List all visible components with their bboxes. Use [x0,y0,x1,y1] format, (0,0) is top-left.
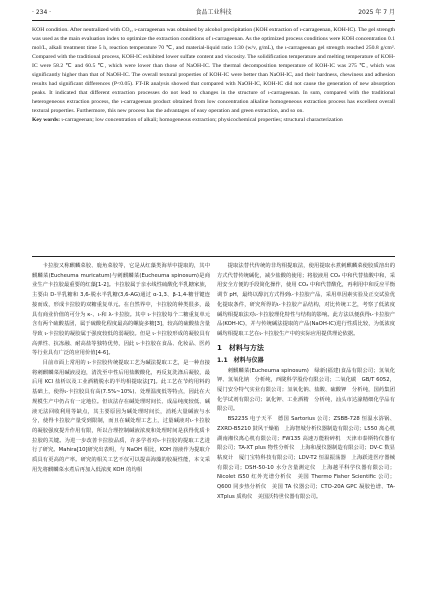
english-abstract [32,26,395,126]
keywords-line [32,116,395,125]
intro-paragraph-2: 目前市面上常用的 ι-卡拉胶传统提取工艺为碱法提取工艺，是一种直接将刺麒麟菜用碱液浸泡，清洗至中性后用盐酸酸化，再反复洗涤后凝胶，最后用 KCl 盐析以及工业酒精脱水的半均相提取法[7]。此工艺在节约用料的基础上，使得ι-卡拉胶具有高(7.5%~10%)、处理温度低等特点，因此在大规模生产中仍占有一定地位。但该法存在碱处理时间长、成品纯度较低、碱液无法回收利用等缺点，其主要原因为碱处理时间长，消耗大量碱液与水分，使得卡拉胶产量受到限制，而且在碱处理工艺上，过量碱液对ι-卡拉胶的凝胶强度提升作用有限，所以合理控制碱液浓度和处理时间是获得优质卡拉胶的关键。为进一步改善卡拉胶品质，许多学者对ι-卡拉胶的提取工艺进行了研究。Mahira[10]研究出表明，与 NaOH 相比，KOH 溶液作为提取介质具有更高的产率。研究的相关工艺不仅可以提高海藻的胶凝性能，本文采用先将麒麟菜水煮后再加入低浓度 KOH 的均相 [32,360,210,473]
section-heading: 1 材料与方法 [217,343,264,352]
page-header [32,8,395,21]
keywords-label: Key words: [32,117,60,124]
section-divider [32,256,395,257]
intro-paragraph-3: 提取法替代传统的非均相提取法，使用提取水煮刺麒麟菜使胶质溶出的方式代替传统碱化，减少盐酸的使用；将胶液用 CO₂ 中和代替盐酸中和，采用安全方便的手段简化操作，使用 CO₂ 中和代替酸化，再利用中和反应平衡调节 pH，最终以醇沉方式得到ι-卡拉胶产品，采用单因素实验及正交试验优化提取条件，研究所得的ι-卡拉胶产品结构，对比传统工艺，考察了低浓度碱均相提取法对ι-卡拉胶理化特性与结构的影响。此方法以便获得ι-卡拉胶产品(KOH-IC)，并与传统碱法提取的产品(NaOH-IC)进行性质比较，为低浓度碱均相提取工艺在ι-卡拉胶生产中的实际应用提供理论依据。 [217,263,395,337]
subsection-heading: 1.1 材料与仪器 [217,356,264,364]
materials-paragraph: 刺麒麟菜(Eucheuma spinosum) 绿新(福建)食品有限公司；氢氧化钾、氢氧化钠 分析纯，西陇科学股份有限公司；二氧化碳 GB/T 6052，厦门安分特气实业有限公司；氢氧化钠、盐酸、硫酸钾 分析纯，国药集团化学试剂有限公司；氯化钾、工业酒精 分析纯，汕头市达濠精细化学品有限公司。 [217,367,395,413]
issue-date: 2025 年 7 月 [358,9,395,16]
intro-paragraph-1: 卡拉胶又称麒麟菜胶、鹿角菜胶等，它是从红藻类海草中提取的，其中麒麟菜(Eucheuma muricatum)与刺麒麟菜(Eucheuma spinosum)是商业生产卡拉胶最重要的红藻[1-2]。卡拉胶属于亲水线性硫酸化半乳糖家族，主要由 D-半乳糖和 3,6-脱水半乳糖(3,6-AG)通过 α-1,3、β-1,4-糖苷键连接而成，形成卡拉胶的双糖重复单元。在自然界中，卡拉胶的种类很多，最具有商业价值的可分为 κ-、ι-和 λ-卡拉胶。其中 ι-卡拉胶每个二糖重复单元含有两个硫酸基团，属于硫酸化程度最高的螺旋多糖[3]，较高的硫酸盐含量导致 ι-卡拉胶的凝胶属于强度较低的弱凝胶。但是 ι-卡拉胶形成的凝胶具有高弹性、抗冻融、耐高盐等独特优势，因此 ι-卡拉胶在食品、化妆品、医药等行业具有广泛的应用价值[4-6]。 [32,263,210,357]
page-number: · 234 · [32,9,52,16]
journal-name: 食品工业科技 [195,9,232,16]
instruments-paragraph: BS223S 电子天平 德国 Sartorius 公司；ZSBB-728 恒温水浴锅、ZXRD-B5210 鼓风干燥箱 上海智城分析仪器制造有限公司；L550 离心机 湖南湘仪离心机有限公司；FW135 高速万能粉碎机 天津市泰斯特仪器有限公司；TA-XT plus 物性分析仪 上海和晟仪器制造有限公司；DV-C 数显粘度计 厦门宝特科技有限公司；LDV-T2 恒温振荡器 上海跃进医疗器械有限公司；DSH-50-10 水分含量测定仪 上海越平科学仪器有限公司；Nicolet iS50 红外光谱分析仪 美国 Thermo Fisher Scientific 公司；Q600 同步热分析仪 美国 TA 仪器公司；CTO-20A GPC 凝胶色谱、TA-XTplus 质构仪 美国沃特世仪器有限公司。 [217,416,401,500]
keywords-text: ι-carrageenan; low concentration of alkali; homogeneous extraction; physicochemical properties; structural characterization [61,117,343,124]
right-column [217,262,401,502]
abstract-paragraph: KOH condition. After neutralized with CO₂, ι-carrageenan was obtained by alcohol precipitation (KOH extraction of ι-carrageenan, KOH-IC). The gel strength was used as the main evaluation index to optimize the extraction conditions of ι-carrageenan. As the optimized process conditions were KOH concentration 0.1 mol/L, alkali treatment time 5 h, reaction temperature 70 ℃, and material-liquid ratio 1:30 (w/v, g/mL), the ι-carrageenan gel strength reached 250.8 g/cm². Compared with the traditional process, KOH-IC exhibited lower sulfate content and viscosity. The solidification temperature and melting temperature of KOH-IC were 58.2 ℃ and 60.5 ℃, which were lower than those of NaOH-IC. The thermal decomposition temperature of KOH-IC was 275 ℃, which was significantly higher than that of NaOH-IC. The overall textural properties of KOH-IC were better than NaOH-IC, and their hardness, chewiness and adhesion results had significant differences (P<0.05). FT-IR analysis showed that compared with NaOH-IC, KOH-IC did not cause the generation of new absorption peaks. It indicated that different extraction processes do not lead to changes in the structure of ι-carrageenan. In sum, compared with the traditional heterogeneous extraction process, the ι-carrageenan product obtained from low concentration alkaline homogeneous extraction process has excellent overall textural properties. Furthermore, this new process has the advantages of easy operation and green extraction, and so on. [32,27,395,115]
left-column [32,262,210,475]
